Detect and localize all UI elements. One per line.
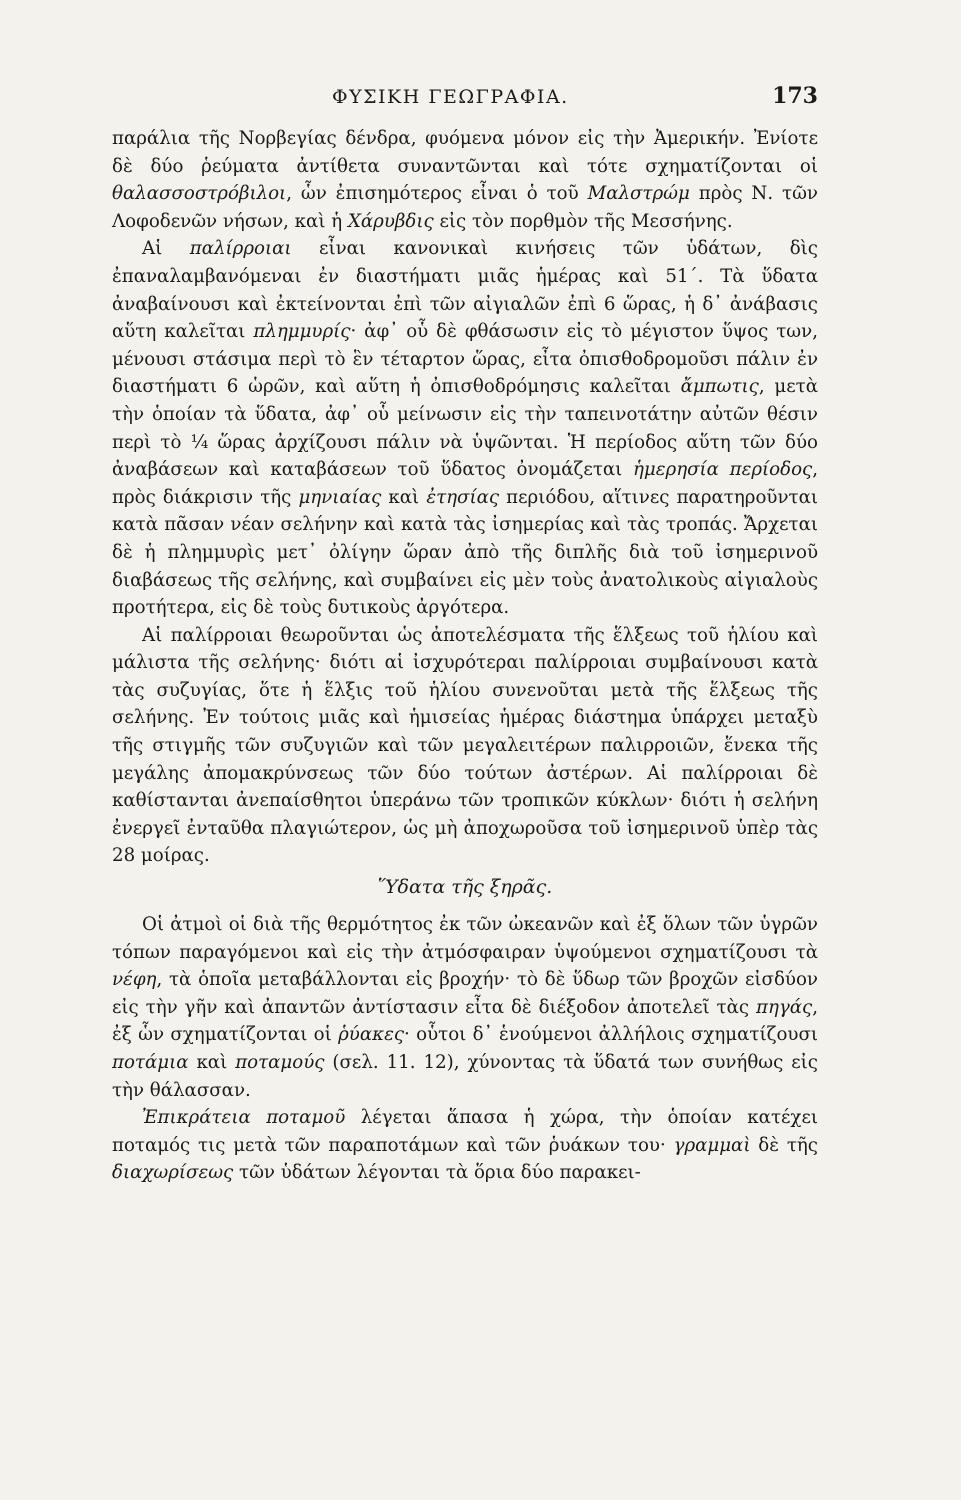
italic-term: ἄμπωτις [680,376,759,398]
italic-term: Μαλστρώμ [587,183,690,205]
text-run: , τὰ ὁποῖα μεταβάλλονται εἰς βροχήν· τὸ δὲ ὕδωρ τῶν βροχῶν εἰσδύον εἰς τὴν γῆν καὶ ἀπαντῶν ἀντίστασιν εἶτα δὲ διέξοδον ἀποτελεῖ τὰς [112,969,818,1018]
text-run: , ἐξ ὧν σχηματίζονται οἱ [112,996,818,1046]
paragraph-tides-causes [112,622,818,870]
text-run: περιόδου, αἵτινες παρατηροῦνται κατὰ πᾶσαν νέαν σελήνην καὶ κατὰ τὰς ἰσημερίας καὶ τὰς τροπάς. Ἄρχεται δὲ ἡ πλημμυρὶς μετ᾽ ὀλίγην ὥραν ἀπὸ τῆς διπλῆς διὰ τοῦ ἰσημερινοῦ διαβάσεως τῆς σελήνης, καὶ συμβαίνει εἰς μὲν τοὺς ἀνατολικοὺς αἰγιαλοὺς προτήτερα, εἰς δὲ τοὺς δυτικοὺς ἀργότερα. [112,486,818,619]
italic-term: ἡμερησία περίοδος [633,459,813,481]
italic-term: νέφη [112,969,157,991]
italic-term: Χάρυβδις [347,210,434,232]
text-run: Αἱ [142,238,190,260]
italic-term: ῥύακες [338,1024,405,1046]
italic-term: Ἐπικράτεια ποταμοῦ [142,1107,346,1129]
text-run: · ἀφ᾽ οὗ δὲ φθάσωσιν εἰς τὸ μέγιστον ὕψος των, μένουσι στάσιμα περὶ τὸ ἓν τέταρτον ὥρας, εἶτα ὀπισθοδρομοῦσι πάλιν ἐν διαστήματι 6 ὡρῶν, καὶ αὕτη ἡ ὀπισθοδρόμησις καλεῖται [112,321,818,398]
section-heading: Ὕδατα τῆς ξηρᾶς. [377,876,553,899]
text-run: δὲ τῆς [750,1134,818,1156]
text-run: Οἱ ἀτμοὶ οἱ διὰ τῆς θερμότητος ἐκ τῶν ὠκεανῶν καὶ ἐξ ὅλων τῶν ὑγρῶν τόπων παραγόμενοι καὶ εἰς τὴν ἀτμόσφαιραν ὑψούμενοι σχηματίζουσι τὰ [112,914,818,963]
text-run: καὶ [188,1052,236,1073]
text-run: πρὸς Ν. τῶν Λοφοδενῶν νήσων, καὶ ἡ [112,183,818,232]
italic-term: πλημμυρίς [253,321,351,343]
text-run: · οὗτοι δ᾽ ἑνούμενοι ἀλλήλοις σχηματίζουσι [404,1024,818,1046]
paragraph-river-basin [112,1104,818,1187]
paragraph-tides-definition [112,235,818,621]
paragraph-sea-currents [112,125,818,235]
italic-term: διαχωρίσεως [112,1162,234,1184]
body-text [112,125,818,1187]
page-number: 173 [772,83,818,109]
italic-term: ποταμούς [235,1052,325,1073]
paragraph-land-waters [112,911,818,1104]
text-run: παράλια τῆς Νορβεγίας δένδρα, φυόμενα μόνον εἰς τὴν Ἀμερικήν. Ἐνίοτε δὲ δύο ῥεύματα ἀντίθετα συναντῶνται καὶ τότε σχηματίζονται οἱ [112,128,818,177]
italic-term: ἐτησίας [426,486,500,508]
text-run: , ὧν ἐπισημότερος εἶναι ὁ τοῦ [286,183,588,205]
text-run: λέγεται ἅπασα ἡ χώρα, τὴν ὁποίαν κατέχει ποταμός τις μετὰ τῶν παραποτάμων καὶ τῶν ῥυάκων του· [112,1107,818,1156]
text-run: εἶναι κανονικαὶ κινήσεις τῶν ὑδάτων, δὶς ἐπαναλαμβανόμεναι ἐν διαστήματι μιᾶς ἡμέρας καὶ 51΄. Τὰ ὕδατα ἀναβαίνουσι καὶ ἐκτείνονται ἐπὶ τῶν αἰγιαλῶν ἐπὶ 6 ὥρας, ἡ δ᾽ ἀνάβασις αὕτη καλεῖται [112,238,818,343]
italic-term: παλίρροιαι [189,238,292,260]
text-run: , πρὸς διάκρισιν τῆς [112,459,818,508]
italic-term: γραμμαὶ [673,1134,751,1156]
text-run: εἰς τὸν πορθμὸν τῆς Μεσσήνης. [433,210,733,232]
text-run: , μετὰ τὴν ὁποίαν τὰ ὕδατα, ἀφ᾽ οὗ μείνωσιν εἰς τὴν ταπεινοτάτην αὐτῶν θέσιν περὶ τὸ ¼ ὥρας ἀρχίζουσι πάλιν νὰ ὑψῶνται. Ἡ περίοδος αὕτη τῶν δύο ἀναβάσεων καὶ καταβάσεων τοῦ ὕδατος ὀνομάζεται [112,376,818,481]
running-head [112,83,818,116]
italic-term: ποτάμια [112,1052,189,1073]
text-run: (σελ. 11. 12), χύνοντας τὰ ὕδατά των συνήθως εἰς τὴν θάλασσαν. [112,1052,818,1101]
italic-term: μηνιαίας [298,486,382,508]
italic-term: θαλασσοστρόβιλοι [112,183,287,205]
italic-term: πηγάς [756,996,813,1018]
text-run: καὶ [381,486,427,508]
running-title: ΦΥΣΙΚΗ ΓΕΩΓΡΑΦΙΑ. [332,86,569,108]
text-run: Αἱ παλίρροιαι θεωροῦνται ὡς ἀποτελέσματα τῆς ἕλξεως τοῦ ἡλίου καὶ μάλιστα τῆς σελήνης· διότι αἱ ἰσχυρότεραι παλίρροιαι συμβαίνουσι κατὰ τὰς συζυγίας, ὅτε ἡ ἕλξις τοῦ ἡλίου συνενοῦται μετὰ τῆς ἕλξεως τῆς σελήνης. Ἐν τούτοις μιᾶς καὶ ἡμισείας ἡμέρας διάστημα ὑπάρχει μεταξὺ τῆς στιγμῆς τῶν συζυγιῶν καὶ τῶν μεγαλειτέρων παλιρροιῶν, ἕνεκα τῆς μεγάλης ἀπομακρύνσεως τῶν δύο τούτων ἀστέρων. Αἱ παλίρροιαι δὲ καθίστανται ἀνεπαίσθητοι ὑπεράνω τῶν τροπικῶν κύκλων· διότι ἡ σελήνη ἐνεργεῖ ἐνταῦθα πλαγιώτερον, ὡς μὴ ἀποχωροῦσα τοῦ ἰσημερινοῦ ὑπὲρ τὰς 28 μοίρας. [112,624,818,867]
text-run: τῶν ὑδάτων λέγονται τὰ ὅρια δύο παρακει- [233,1162,641,1184]
